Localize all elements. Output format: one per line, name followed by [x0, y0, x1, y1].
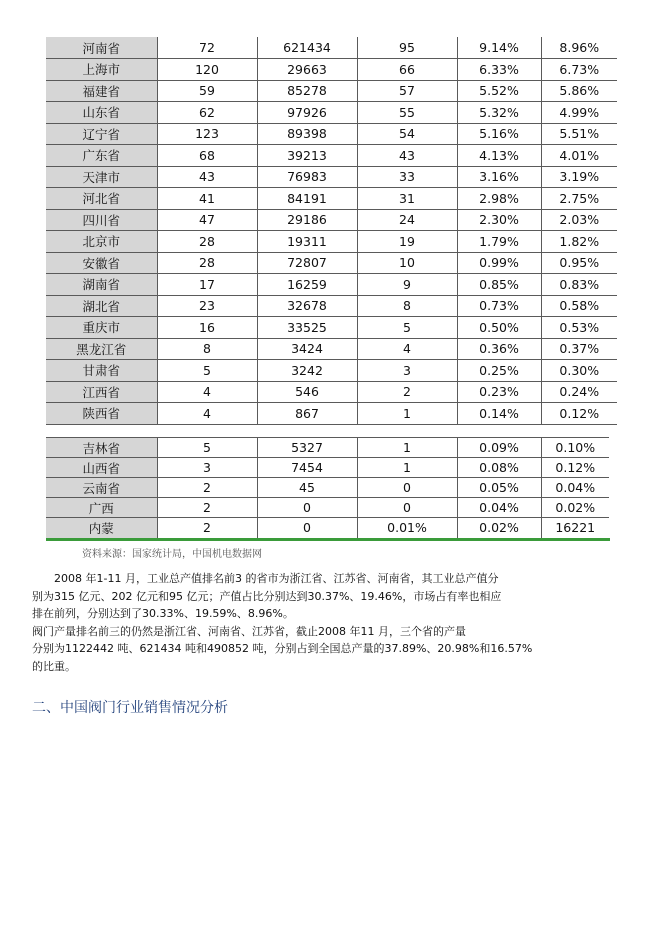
paragraph-line: 2008 年1-11 月，工业总产值排名前3 的省市为浙江省、江苏省、河南省，其工业总产值分 [32, 572, 499, 585]
value-cell: 31 [357, 188, 457, 210]
province-cell: 陕西省 [46, 403, 157, 425]
value-cell: 0.01% [357, 518, 457, 538]
value-cell: 33525 [257, 317, 357, 339]
province-cell: 山东省 [46, 102, 157, 124]
value-cell: 0.02% [541, 498, 609, 518]
value-cell: 2.98% [457, 188, 541, 210]
value-cell: 66 [357, 59, 457, 81]
table-row [46, 231, 617, 253]
value-cell: 0.12% [541, 403, 617, 425]
value-cell: 16259 [257, 274, 357, 296]
value-cell: 1 [357, 403, 457, 425]
value-cell: 9.14% [457, 37, 541, 59]
value-cell: 54 [357, 123, 457, 145]
table-row [46, 166, 617, 188]
value-cell: 4 [157, 381, 257, 403]
table-row [46, 37, 617, 59]
value-cell: 0.24% [541, 381, 617, 403]
table-row [46, 274, 617, 296]
value-cell: 9 [357, 274, 457, 296]
value-cell: 6.73% [541, 59, 617, 81]
province-cell: 湖北省 [46, 295, 157, 317]
value-cell: 0.85% [457, 274, 541, 296]
table-row [46, 188, 617, 210]
table-bottom-rule [46, 538, 610, 541]
value-cell: 33 [357, 166, 457, 188]
value-cell: 0 [257, 498, 357, 518]
value-cell: 8 [357, 295, 457, 317]
value-cell: 43 [157, 166, 257, 188]
value-cell: 2 [157, 478, 257, 498]
table-row [46, 317, 617, 339]
paragraph-line: 分别为1122442 吨、621434 吨和490852 吨，分别占到全国总产量的37.89%、20.98%和16.57% [32, 642, 533, 655]
value-cell: 5327 [257, 438, 357, 458]
value-cell: 2 [157, 518, 257, 538]
value-cell: 0.36% [457, 338, 541, 360]
value-cell: 2 [157, 498, 257, 518]
value-cell: 0.04% [457, 498, 541, 518]
value-cell: 57 [357, 80, 457, 102]
paragraph-line: 别为315 亿元、202 亿元和95 亿元；产值占比分别达到30.37%、19.46%，市场占有率也相应 [32, 589, 502, 603]
value-cell: 5.32% [457, 102, 541, 124]
table-row [46, 518, 609, 538]
table-row [46, 438, 609, 458]
value-cell: 867 [257, 403, 357, 425]
table-row [46, 80, 617, 102]
table-row [46, 102, 617, 124]
province-cell: 吉林省 [46, 438, 157, 458]
value-cell: 4 [357, 338, 457, 360]
value-cell: 0.73% [457, 295, 541, 317]
value-cell: 0.53% [541, 317, 617, 339]
value-cell: 0.37% [541, 338, 617, 360]
province-stats-table [46, 37, 617, 425]
value-cell: 120 [157, 59, 257, 81]
value-cell: 0.50% [457, 317, 541, 339]
value-cell: 8.96% [541, 37, 617, 59]
value-cell: 28 [157, 252, 257, 274]
value-cell: 59 [157, 80, 257, 102]
value-cell: 29663 [257, 59, 357, 81]
value-cell: 1.82% [541, 231, 617, 253]
value-cell: 0.99% [457, 252, 541, 274]
value-cell: 0.09% [457, 438, 541, 458]
paragraph-line: 的比重。 [32, 659, 76, 673]
value-cell: 0.10% [541, 438, 609, 458]
province-cell: 内蒙 [46, 518, 157, 538]
value-cell: 0.95% [541, 252, 617, 274]
value-cell: 4.01% [541, 145, 617, 167]
value-cell: 3.16% [457, 166, 541, 188]
value-cell: 0.12% [541, 458, 609, 478]
province-cell: 云南省 [46, 478, 157, 498]
value-cell: 76983 [257, 166, 357, 188]
table-row [46, 338, 617, 360]
value-cell: 1 [357, 438, 457, 458]
province-cell: 上海市 [46, 59, 157, 81]
value-cell: 0.25% [457, 360, 541, 382]
paragraph-line: 排在前列，分别达到了30.33%、19.59%、8.96%。 [32, 607, 294, 620]
table-row [46, 403, 617, 425]
province-cell: 湖南省 [46, 274, 157, 296]
province-cell: 四川省 [46, 209, 157, 231]
table-row [46, 295, 617, 317]
province-cell: 河北省 [46, 188, 157, 210]
value-cell: 10 [357, 252, 457, 274]
value-cell: 16 [157, 317, 257, 339]
value-cell: 621434 [257, 37, 357, 59]
province-cell: 福建省 [46, 80, 157, 102]
value-cell: 0.30% [541, 360, 617, 382]
value-cell: 2.03% [541, 209, 617, 231]
value-cell: 6.33% [457, 59, 541, 81]
value-cell: 89398 [257, 123, 357, 145]
province-cell: 重庆市 [46, 317, 157, 339]
value-cell: 72807 [257, 252, 357, 274]
value-cell: 62 [157, 102, 257, 124]
province-cell: 天津市 [46, 166, 157, 188]
paragraph-line: 阀门产量排名前三的仍然是浙江省、河南省、江苏省，截止2008 年11 月，三个省的产量 [32, 624, 466, 638]
table-row [46, 209, 617, 231]
value-cell: 45 [257, 478, 357, 498]
value-cell: 0.83% [541, 274, 617, 296]
value-cell: 4 [157, 403, 257, 425]
province-cell: 山西省 [46, 458, 157, 478]
value-cell: 84191 [257, 188, 357, 210]
value-cell: 85278 [257, 80, 357, 102]
province-cell: 辽宁省 [46, 123, 157, 145]
province-cell: 河南省 [46, 37, 157, 59]
value-cell: 2 [357, 381, 457, 403]
table-row [46, 252, 617, 274]
value-cell: 4.13% [457, 145, 541, 167]
value-cell: 7454 [257, 458, 357, 478]
value-cell: 2.75% [541, 188, 617, 210]
value-cell: 0.05% [457, 478, 541, 498]
province-stats-table-continued [46, 437, 609, 538]
province-cell: 广西 [46, 498, 157, 518]
value-cell: 3242 [257, 360, 357, 382]
value-cell: 3424 [257, 338, 357, 360]
value-cell: 5 [357, 317, 457, 339]
table-row [46, 458, 609, 478]
value-cell: 5.16% [457, 123, 541, 145]
table-row [46, 360, 617, 382]
table-row [46, 478, 609, 498]
value-cell: 29186 [257, 209, 357, 231]
value-cell: 0.14% [457, 403, 541, 425]
value-cell: 68 [157, 145, 257, 167]
value-cell: 0.02% [457, 518, 541, 538]
value-cell: 5 [157, 438, 257, 458]
value-cell: 32678 [257, 295, 357, 317]
value-cell: 0.04% [541, 478, 609, 498]
value-cell: 5.51% [541, 123, 617, 145]
value-cell: 16221 [555, 520, 596, 536]
table-row [46, 381, 617, 403]
value-cell: 0 [257, 518, 357, 538]
value-cell: 123 [157, 123, 257, 145]
value-cell: 3 [357, 360, 457, 382]
value-cell: 19 [357, 231, 457, 253]
value-cell: 546 [257, 381, 357, 403]
value-cell: 72 [157, 37, 257, 59]
value-cell: 55 [357, 102, 457, 124]
table-row [46, 59, 617, 81]
value-cell: 41 [157, 188, 257, 210]
value-cell: 28 [157, 231, 257, 253]
value-cell: 0 [357, 478, 457, 498]
value-cell: 97926 [257, 102, 357, 124]
value-cell: 0 [357, 498, 457, 518]
value-cell: 1.79% [457, 231, 541, 253]
province-cell: 江西省 [46, 381, 157, 403]
value-cell: 47 [157, 209, 257, 231]
value-cell: 0.08% [457, 458, 541, 478]
analysis-paragraph [32, 570, 592, 675]
source-note: 资料来源：国家统计局，中国机电数据网 [82, 549, 262, 560]
value-cell: 0.23% [457, 381, 541, 403]
value-cell: 95 [357, 37, 457, 59]
value-cell: 5.52% [457, 80, 541, 102]
value-cell: 0.58% [541, 295, 617, 317]
value-cell: 2.30% [457, 209, 541, 231]
value-cell: 1 [357, 458, 457, 478]
section-heading: 二、中国阀门行业销售情况分析 [32, 700, 228, 716]
value-cell: 23 [157, 295, 257, 317]
value-cell: 39213 [257, 145, 357, 167]
province-cell: 广东省 [46, 145, 157, 167]
value-cell: 43 [357, 145, 457, 167]
value-cell: 24 [357, 209, 457, 231]
province-cell: 北京市 [46, 231, 157, 253]
value-cell: 5 [157, 360, 257, 382]
table-row [46, 123, 617, 145]
value-cell: 19311 [257, 231, 357, 253]
value-cell: 8 [157, 338, 257, 360]
province-cell: 甘肃省 [46, 360, 157, 382]
province-cell: 安徽省 [46, 252, 157, 274]
table-row [46, 145, 617, 167]
value-cell: 3 [157, 458, 257, 478]
value-cell: 3.19% [541, 166, 617, 188]
value-cell: 5.86% [541, 80, 617, 102]
value-cell: 4.99% [541, 102, 617, 124]
table-row [46, 498, 609, 518]
value-cell: 17 [157, 274, 257, 296]
province-cell: 黑龙江省 [46, 338, 157, 360]
